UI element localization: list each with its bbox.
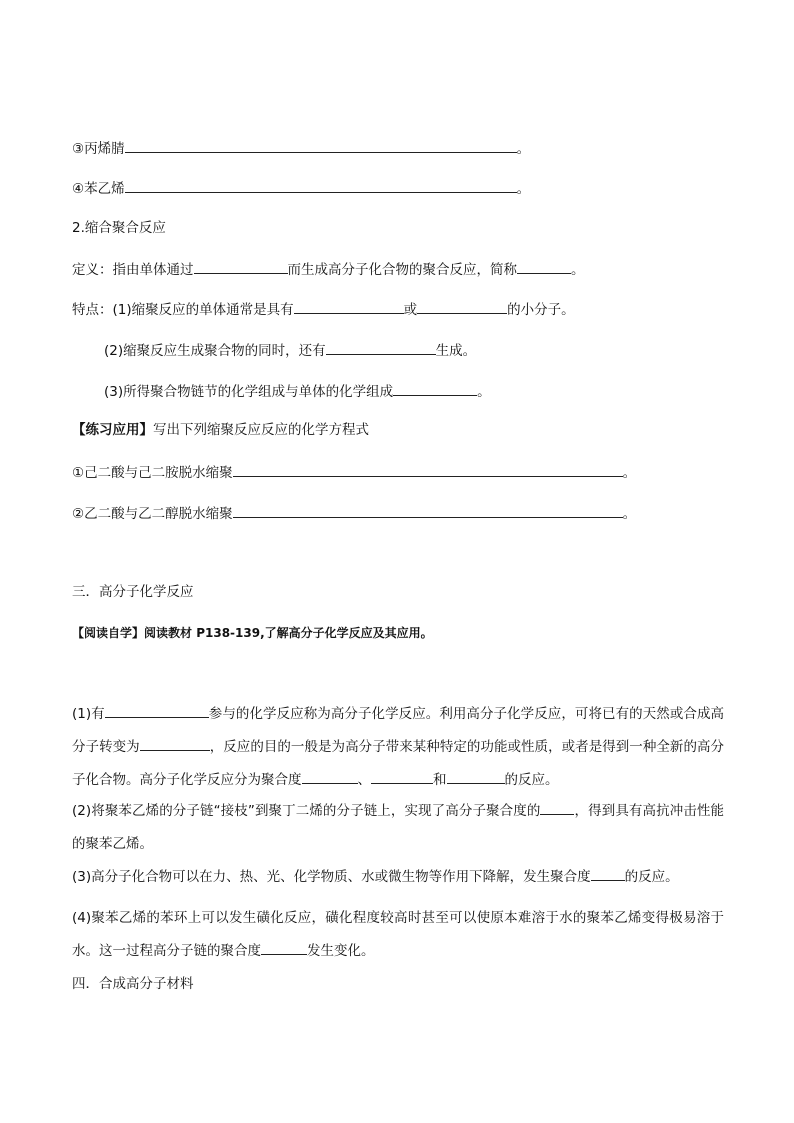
answer-blank[interactable] — [417, 299, 507, 314]
answer-blank[interactable] — [233, 503, 623, 518]
practice-heading: 【练习应用】写出下列缩聚反应反应的化学方程式 — [72, 422, 369, 438]
paragraph-3: (3)高分子化合物可以在力、热、光、化学物质、水或微生物等作用下降解，发生聚合度 的反应。 — [72, 861, 724, 894]
exercise-1: ①己二酸与己二胺脱水缩聚 。 — [72, 462, 636, 482]
feature-line-3: (3)所得聚合物链节的化学组成与单体的化学组成 。 — [104, 381, 491, 401]
answer-blank[interactable] — [540, 800, 574, 815]
answer-blank[interactable] — [233, 462, 623, 477]
answer-blank[interactable] — [105, 703, 209, 718]
section-title: 三．高分子化学反应 — [72, 584, 194, 600]
answer-blank[interactable] — [125, 138, 517, 153]
answer-blank[interactable] — [591, 866, 625, 881]
answer-blank[interactable] — [371, 769, 433, 784]
answer-blank[interactable] — [125, 178, 517, 193]
item-styrene: ④苯乙烯 。 — [72, 178, 530, 198]
section-title: 2.缩合聚合反应 — [72, 220, 166, 236]
answer-blank[interactable] — [447, 769, 505, 784]
section-title: 四．合成高分子材料 — [72, 976, 194, 992]
feature-line-1: 特点：(1)缩聚反应的单体通常是具有 或 的小分子。 — [72, 299, 575, 319]
practice-tag: 【练习应用】 — [72, 422, 153, 438]
answer-blank[interactable] — [302, 769, 358, 784]
item-label: ④苯乙烯 — [72, 181, 125, 197]
read-tag: 【阅读自学】 — [72, 626, 145, 640]
item-acrylonitrile: ③丙烯腈 。 — [72, 138, 530, 158]
exercise-2: ②乙二酸与乙二醇脱水缩聚 。 — [72, 503, 636, 523]
answer-blank[interactable] — [393, 381, 477, 396]
read-instruction: 【阅读自学】阅读教材 P138-139,了解高分子化学反应及其应用。 — [72, 626, 433, 640]
answer-blank[interactable] — [194, 259, 288, 274]
answer-blank[interactable] — [326, 340, 436, 355]
feature-line-2: (2)缩聚反应生成聚合物的同时，还有 生成。 — [104, 340, 476, 360]
answer-blank[interactable] — [294, 299, 404, 314]
answer-blank[interactable] — [261, 940, 307, 955]
definition-line: 定义：指由单体通过 而生成高分子化合物的聚合反应，简称 。 — [72, 259, 585, 279]
item-label: ③丙烯腈 — [72, 141, 125, 157]
answer-blank[interactable] — [517, 259, 571, 274]
paragraph-2: (2)将聚苯乙烯的分子链“接枝”到聚丁二烯的分子链上，实现了高分子聚合度的 ，得到具有高抗冲击性能的聚苯乙烯。 — [72, 795, 724, 861]
answer-blank[interactable] — [140, 736, 210, 751]
paragraph-1: (1)有 参与的化学反应称为高分子化学反应。利用高分子化学反应，可将已有的天然或合成高分子转变为 ，反应的目的一般是为高分子带来某种特定的功能或性质，或者是得到一种全新的高分子化合物。高分子化学反应分为聚合度 、 和 的反应。 — [72, 698, 724, 797]
paragraph-4: (4)聚苯乙烯的苯环上可以发生磺化反应，磺化程度较高时甚至可以使原本难溶于水的聚苯乙烯变得极易溶于水。这一过程高分子链的聚合度 发生变化。 — [72, 910, 724, 959]
